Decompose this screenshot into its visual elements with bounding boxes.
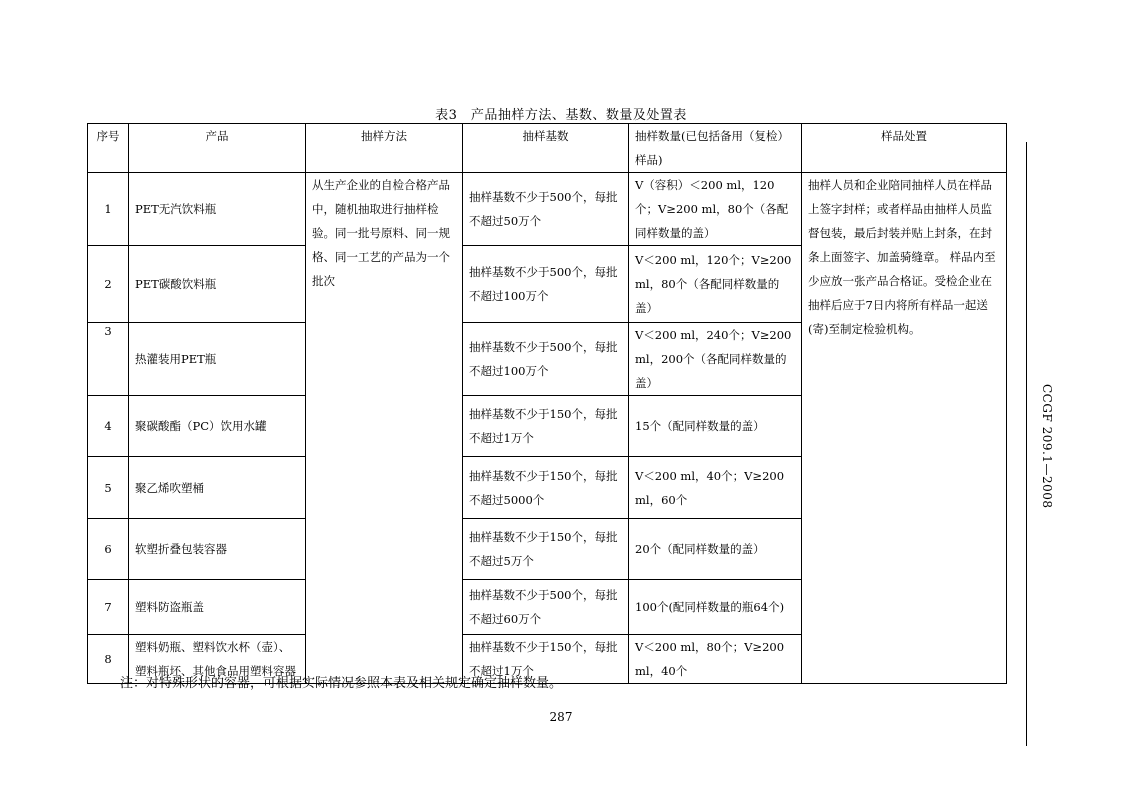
row-base: 抽样基数不少于150个，每批不超过1万个 bbox=[463, 396, 629, 457]
header-row bbox=[88, 124, 1007, 173]
header-method: 抽样方法 bbox=[306, 124, 463, 173]
row-product: PET无汽饮料瓶 bbox=[129, 173, 306, 246]
row-base: 抽样基数不少于500个，每批不超过100万个 bbox=[463, 323, 629, 396]
header-product: 产品 bbox=[129, 124, 306, 173]
row-quantity: V＜200 ml，120个；V≥200 ml，80个（各配同样数量的盖） bbox=[629, 246, 802, 323]
row-product: 软塑折叠包装容器 bbox=[129, 519, 306, 580]
row-base: 抽样基数不少于500个，每批不超过100万个 bbox=[463, 246, 629, 323]
row-quantity: 20个（配同样数量的盖） bbox=[629, 519, 802, 580]
header-disposal: 样品处置 bbox=[802, 124, 1007, 173]
margin-rule bbox=[1026, 142, 1027, 746]
row-product: 聚碳酸酯（PC）饮用水罐 bbox=[129, 396, 306, 457]
table-title: 表3 产品抽样方法、基数、数量及处置表 bbox=[435, 108, 687, 123]
row-quantity: V（容积）＜200 ml，120个；V≥200 ml，80个（各配同样数量的盖） bbox=[629, 173, 802, 246]
header-quantity: 抽样数量(已包括备用（复检）样品) bbox=[629, 124, 802, 173]
row-seq: 4 bbox=[88, 396, 129, 457]
row-base: 抽样基数不少于500个，每批不超过50万个 bbox=[463, 173, 629, 246]
row-base: 抽样基数不少于500个，每批不超过60万个 bbox=[463, 580, 629, 635]
row-quantity: 100个(配同样数量的瓶64个) bbox=[629, 580, 802, 635]
header-seq: 序号 bbox=[88, 124, 129, 173]
row-quantity: V＜200 ml，240个；V≥200 ml，200个（各配同样数量的盖） bbox=[629, 323, 802, 396]
sampling-table bbox=[87, 123, 1007, 684]
row-base: 抽样基数不少于150个，每批不超过5万个 bbox=[463, 519, 629, 580]
row-quantity: 15个（配同样数量的盖） bbox=[629, 396, 802, 457]
table-note: 注：对特殊形状的容器，可根据实际情况参照本表及相关规定确定抽样数量。 bbox=[120, 676, 563, 691]
row-seq: 1 bbox=[88, 173, 129, 246]
row-base: 抽样基数不少于150个，每批不超过5000个 bbox=[463, 457, 629, 519]
standard-code: CCGF 209.1—2008 bbox=[1040, 384, 1054, 509]
row-seq: 3 bbox=[88, 323, 129, 396]
row-quantity: V＜200 ml，40个；V≥200 ml，60个 bbox=[629, 457, 802, 519]
page-number: 287 bbox=[549, 710, 573, 724]
row-seq: 6 bbox=[88, 519, 129, 580]
sampling-method-cell: 从生产企业的自检合格产品中，随机抽取进行抽样检验。同一批号原料、同一规格、同一工艺的产品为一个批次 bbox=[306, 173, 463, 684]
row-product: 塑料防盗瓶盖 bbox=[129, 580, 306, 635]
table-row bbox=[88, 173, 1007, 246]
row-product: 热灌装用PET瓶 bbox=[129, 323, 306, 396]
row-seq: 2 bbox=[88, 246, 129, 323]
row-seq: 8 bbox=[88, 635, 129, 684]
header-base: 抽样基数 bbox=[463, 124, 629, 173]
sample-disposal-cell: 抽样人员和企业陪同抽样人员在样品上签字封样；或者样品由抽样人员监督包装，最后封装并贴上封条，在封条上面签字、加盖骑缝章。 样品内至少应放一张产品合格证。受检企业在抽样后应于7日内将所有样品一起送(寄)至制定检验机构。 bbox=[802, 173, 1007, 684]
row-base: 抽样基数不少于150个，每批不超过1万个 bbox=[463, 635, 629, 684]
row-seq: 7 bbox=[88, 580, 129, 635]
row-product: 聚乙烯吹塑桶 bbox=[129, 457, 306, 519]
row-product: 塑料奶瓶、塑料饮水杯（壶）、塑料瓶坯、其他食品用塑料容器 bbox=[129, 635, 306, 684]
row-product: PET碳酸饮料瓶 bbox=[129, 246, 306, 323]
row-quantity: V＜200 ml，80个；V≥200 ml，40个 bbox=[629, 635, 802, 684]
row-seq: 5 bbox=[88, 457, 129, 519]
